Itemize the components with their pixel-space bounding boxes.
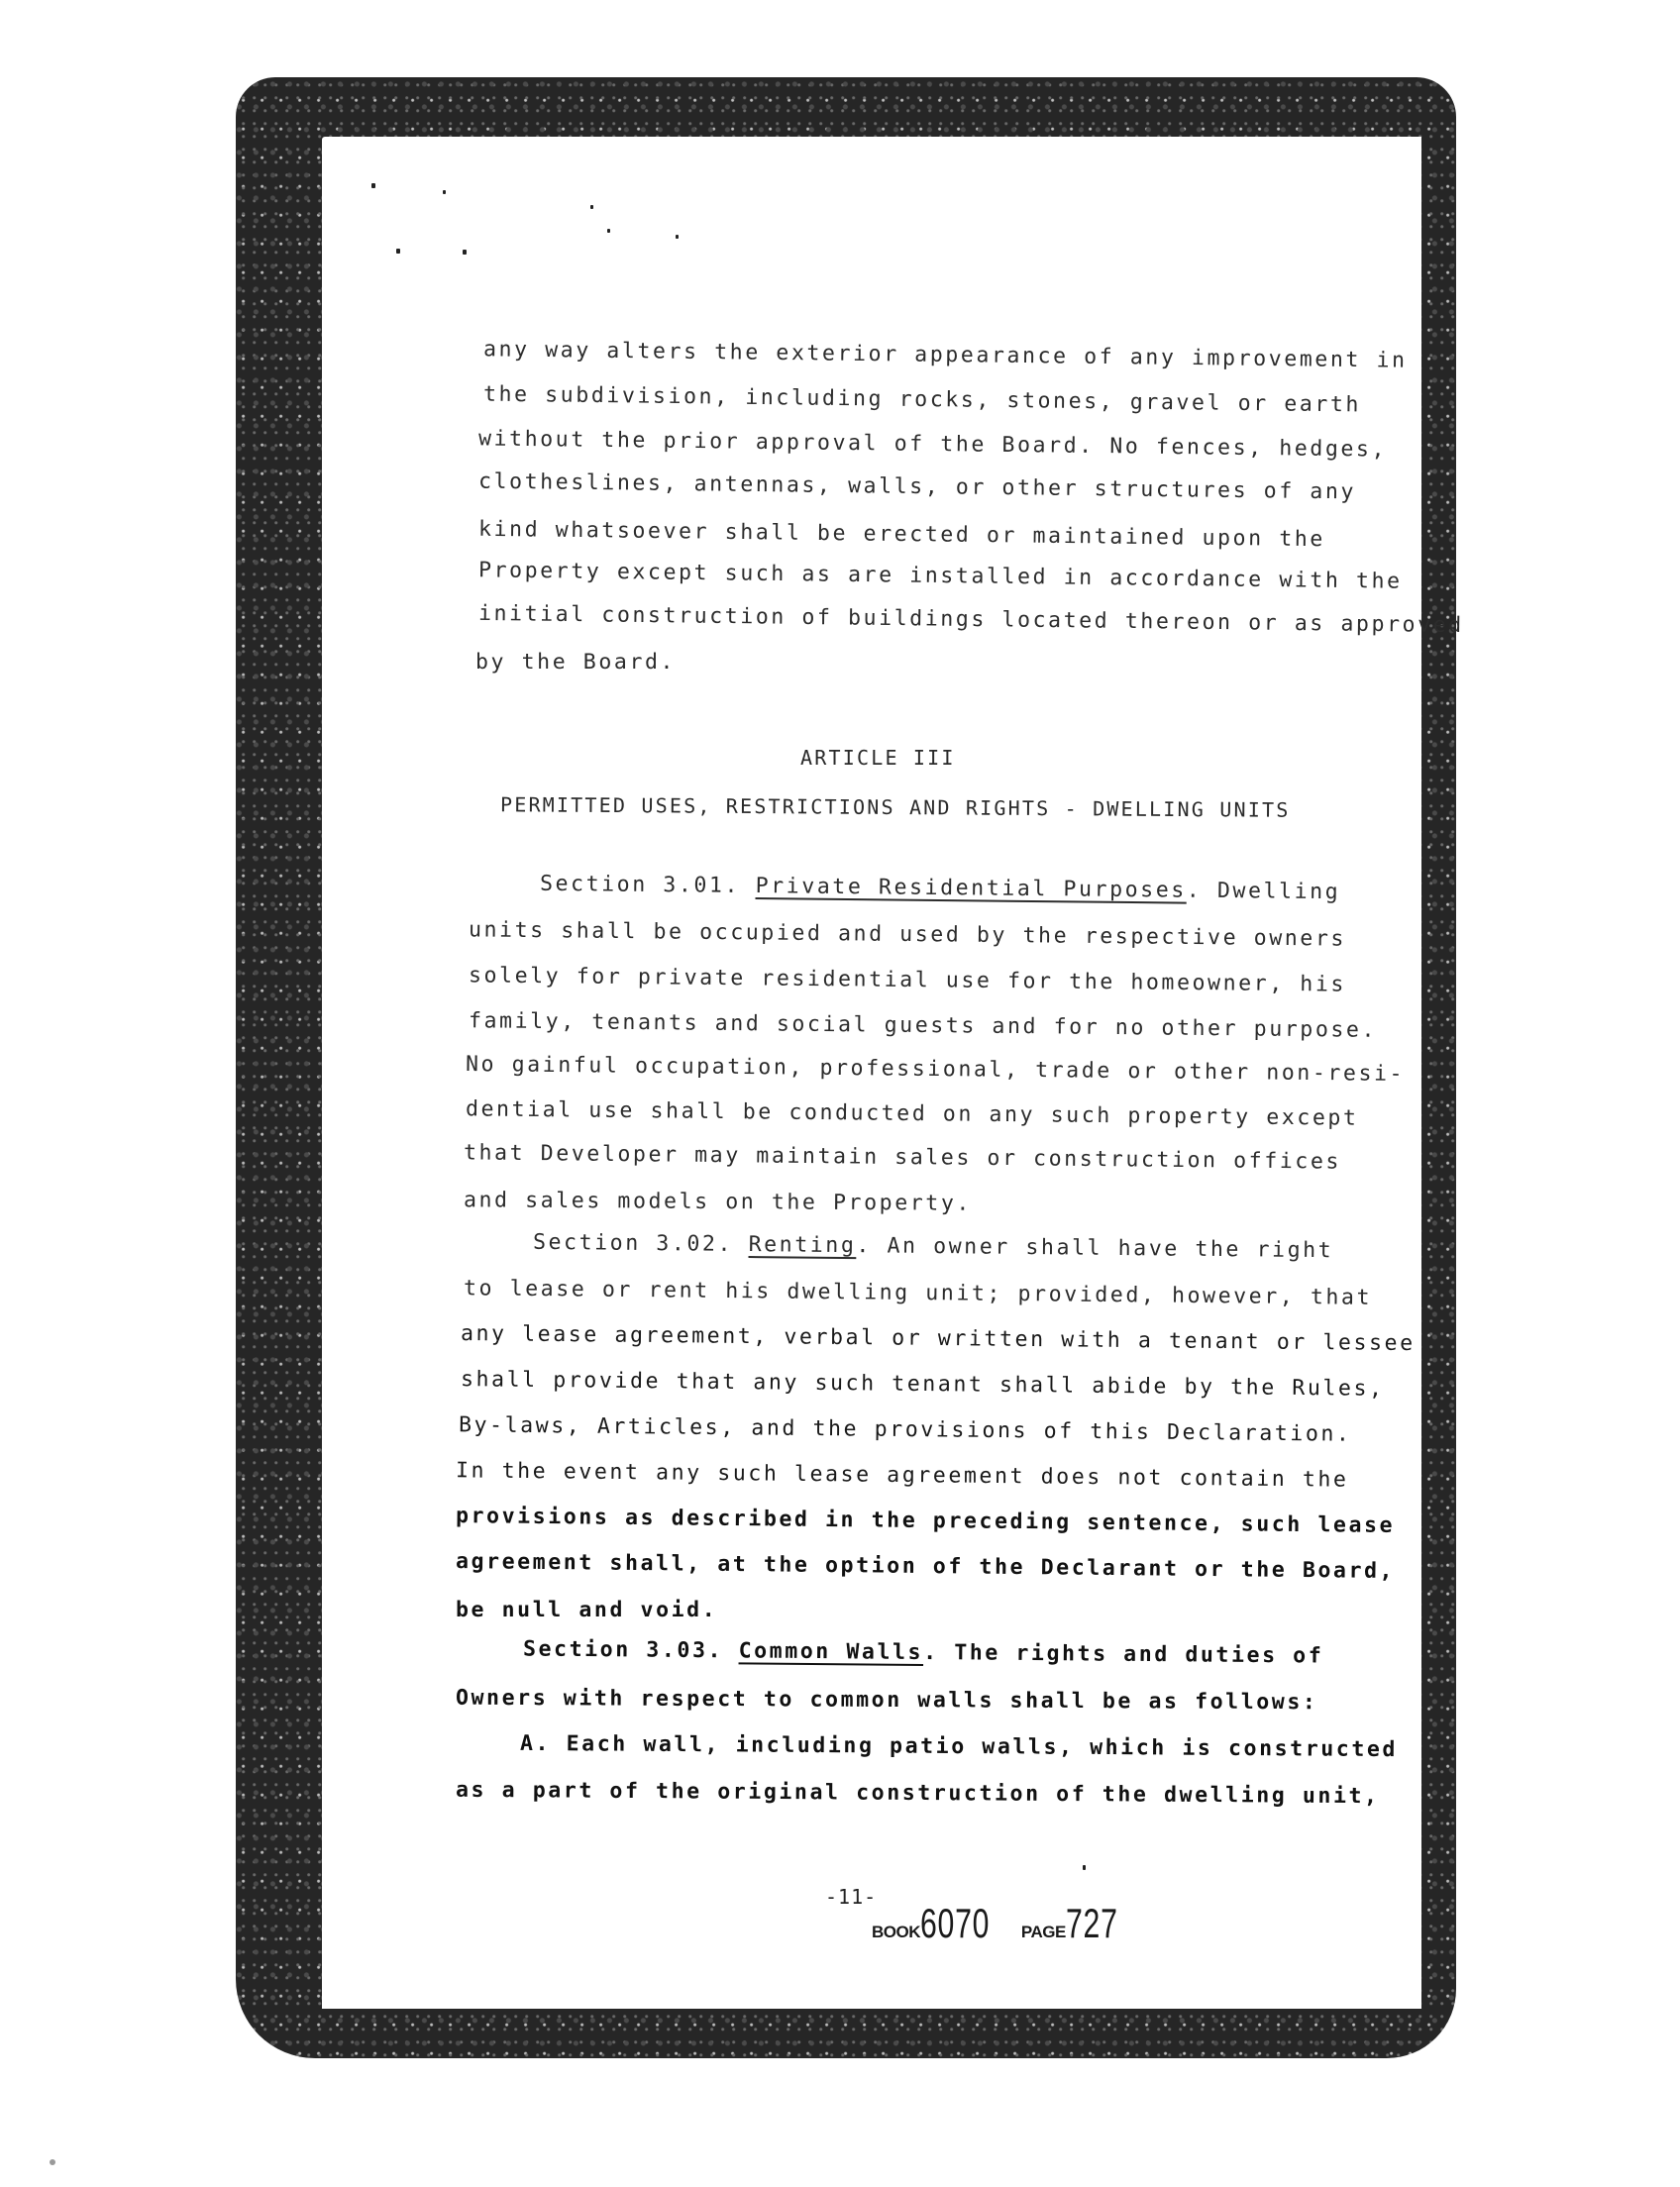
text-line: family, tenants and social guests and for no other purpose.	[468, 1008, 1378, 1043]
stray-mark	[676, 235, 679, 239]
text-line: that Developer may maintain sales or construction offices	[463, 1140, 1342, 1175]
stray-mark	[396, 249, 400, 254]
stray-mark	[607, 229, 610, 233]
text-line: units shall be occupied and used by the respective owners	[468, 917, 1347, 952]
heading-period: .	[856, 1233, 873, 1259]
text-line: By-laws, Articles, and the provisions of this Declaration.	[458, 1412, 1352, 1447]
section-number: Section 3.02.	[532, 1229, 734, 1257]
section-3-02-first-line	[533, 1229, 1334, 1265]
text-line: shall provide that any such tenant shall abide by the Rules,	[460, 1367, 1385, 1402]
text-line: No gainful occupation, professional, trade or other non-resi-	[465, 1052, 1406, 1087]
text-line: provisions as described in the preceding sentence, such lease	[455, 1504, 1396, 1538]
text-line: solely for private residential use for the homeowner, his	[468, 963, 1347, 997]
list-item-a-first-line	[520, 1730, 1398, 1764]
article-number: ARTICLE III	[800, 746, 956, 770]
section-number: Section 3.03.	[522, 1636, 724, 1664]
heading-period: .	[1186, 878, 1203, 903]
stray-mark	[443, 190, 446, 194]
section-heading: Common Walls	[738, 1638, 924, 1665]
book-label: BOOK	[872, 1923, 920, 1941]
corner-speck	[50, 2159, 55, 2165]
stray-mark	[590, 205, 593, 209]
text-line: Property except such as are installed in accordance with the	[477, 558, 1403, 594]
text-line: be null and void.	[456, 1598, 718, 1622]
section-text: Dwelling	[1216, 878, 1341, 905]
section-heading: Renting	[748, 1232, 857, 1259]
book-number: 6070	[920, 1900, 991, 1946]
text-line: kind whatsoever shall be erected or maintained upon the	[477, 516, 1326, 553]
text-line: agreement shall, at the option of the Declarant or the Board,	[455, 1549, 1396, 1584]
text-line: by the Board.	[475, 650, 677, 675]
section-3-03-first-line	[523, 1635, 1324, 1670]
text-line: dential use shall be conducted on any such property except	[465, 1096, 1359, 1131]
text-line: to lease or rent his dwelling unit; provided, however, that	[463, 1276, 1373, 1310]
section-number: Section 3.01.	[539, 871, 741, 898]
page-label: PAGE	[1020, 1923, 1066, 1941]
page-number: -11-	[825, 1885, 878, 1909]
list-item-label: A.	[519, 1730, 552, 1757]
heading-period: .	[923, 1640, 939, 1666]
text-line: initial construction of buildings located thereon or as approved	[477, 600, 1464, 639]
article-title: PERMITTED USES, RESTRICTIONS AND RIGHTS - DWELLING UNITS	[499, 792, 1291, 822]
text-line: any lease agreement, verbal or written with a tenant or lessee	[460, 1320, 1416, 1357]
list-item-text: Each wall, including patio walls, which is constructed	[566, 1731, 1399, 1763]
text-line: any way alters the exterior appearance of any improvement in	[482, 337, 1408, 373]
text-line: as a part of the original construction of the dwelling unit,	[455, 1777, 1380, 1810]
section-3-01-first-line	[540, 871, 1341, 906]
section-text: An owner shall have the right	[887, 1233, 1334, 1264]
text-line: the subdivision, including rocks, stones, gravel or earth	[482, 381, 1362, 418]
stray-mark	[463, 250, 467, 255]
section-heading: Private Residential Purposes	[755, 874, 1187, 903]
text-line: without the prior approval of the Board. No fences, hedges,	[477, 426, 1388, 463]
text-line: Owners with respect to common walls shall be as follows:	[455, 1685, 1318, 1716]
stray-mark	[1083, 1865, 1086, 1870]
text-line: In the event any such lease agreement does not contain the	[455, 1458, 1349, 1493]
book-page-stamp	[872, 1900, 1138, 1947]
page-number-stamp: 727	[1065, 1900, 1118, 1946]
text-line: clotheslines, antennas, walls, or other structures of any	[477, 469, 1357, 505]
stray-mark	[371, 183, 375, 188]
text-line: and sales models on the Property.	[463, 1188, 973, 1216]
section-text: The rights and duties of	[954, 1640, 1324, 1669]
